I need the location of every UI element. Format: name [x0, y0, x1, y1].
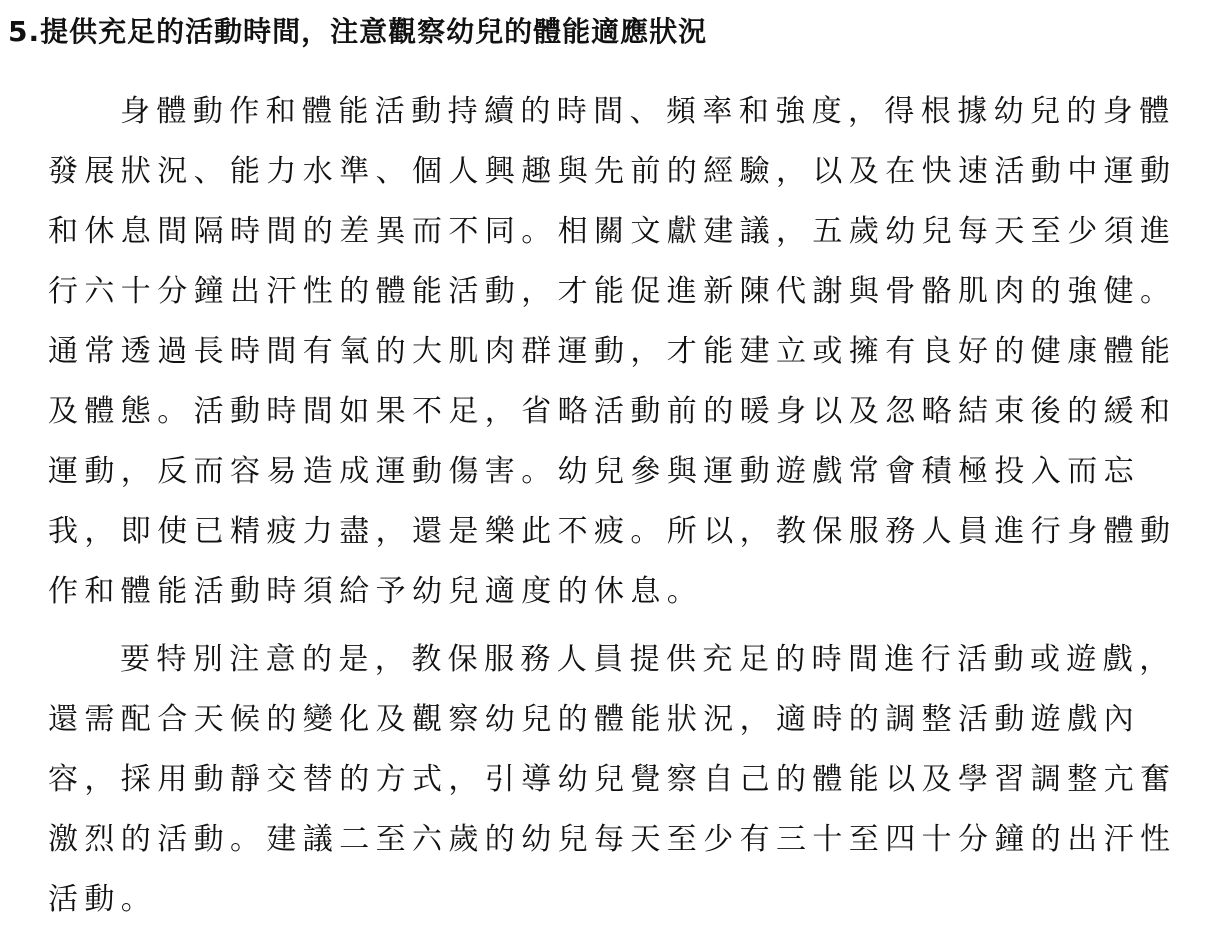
paragraph-line: 激烈的活動。建議二至六歲的幼兒每天至少有三十至四十分鐘的出汗性: [48, 822, 1177, 857]
paragraph-line: 活動。: [48, 882, 158, 917]
paragraph-line: 容，採用動靜交替的方式，引導幼兒覺察自己的體能以及學習調整亢奮: [48, 762, 1177, 797]
paragraph-line: 和休息間隔時間的差異而不同。相關文獻建議，五歲幼兒每天至少須進: [48, 214, 1177, 249]
paragraph-line: 通常透過長時間有氧的大肌肉群運動，才能建立或擁有良好的健康體能: [48, 334, 1177, 369]
paragraph-line: 行六十分鐘出汗性的體能活動，才能促進新陳代謝與骨骼肌肉的強健。: [48, 274, 1177, 309]
paragraph-line: 還需配合天候的變化及觀察幼兒的體能狀況，適時的調整活動遊戲內: [48, 702, 1140, 737]
paragraph-line: 發展狀況、能力水準、個人興趣與先前的經驗，以及在快速活動中運動: [48, 154, 1177, 189]
paragraph-line: 運動，反而容易造成運動傷害。幼兒參與運動遊戲常會積極投入而忘: [48, 454, 1140, 489]
paragraph-line: 作和體能活動時須給予幼兒適度的休息。: [48, 574, 704, 609]
paragraph-line: 要特別注意的是，教保服務人員提供充足的時間進行活動或遊戲，: [120, 642, 1176, 677]
section-heading: 5.提供充足的活動時間，注意觀察幼兒的體能適應狀況: [8, 15, 708, 48]
paragraph-line: 及體態。活動時間如果不足，省略活動前的暖身以及忽略結束後的緩和: [48, 394, 1177, 429]
paragraph-line: 身體動作和體能活動持續的時間、頻率和強度，得根據幼兒的身體: [120, 94, 1176, 129]
paragraph-line: 我，即使已精疲力盡，還是樂此不疲。所以，教保服務人員進行身體動: [48, 514, 1177, 549]
